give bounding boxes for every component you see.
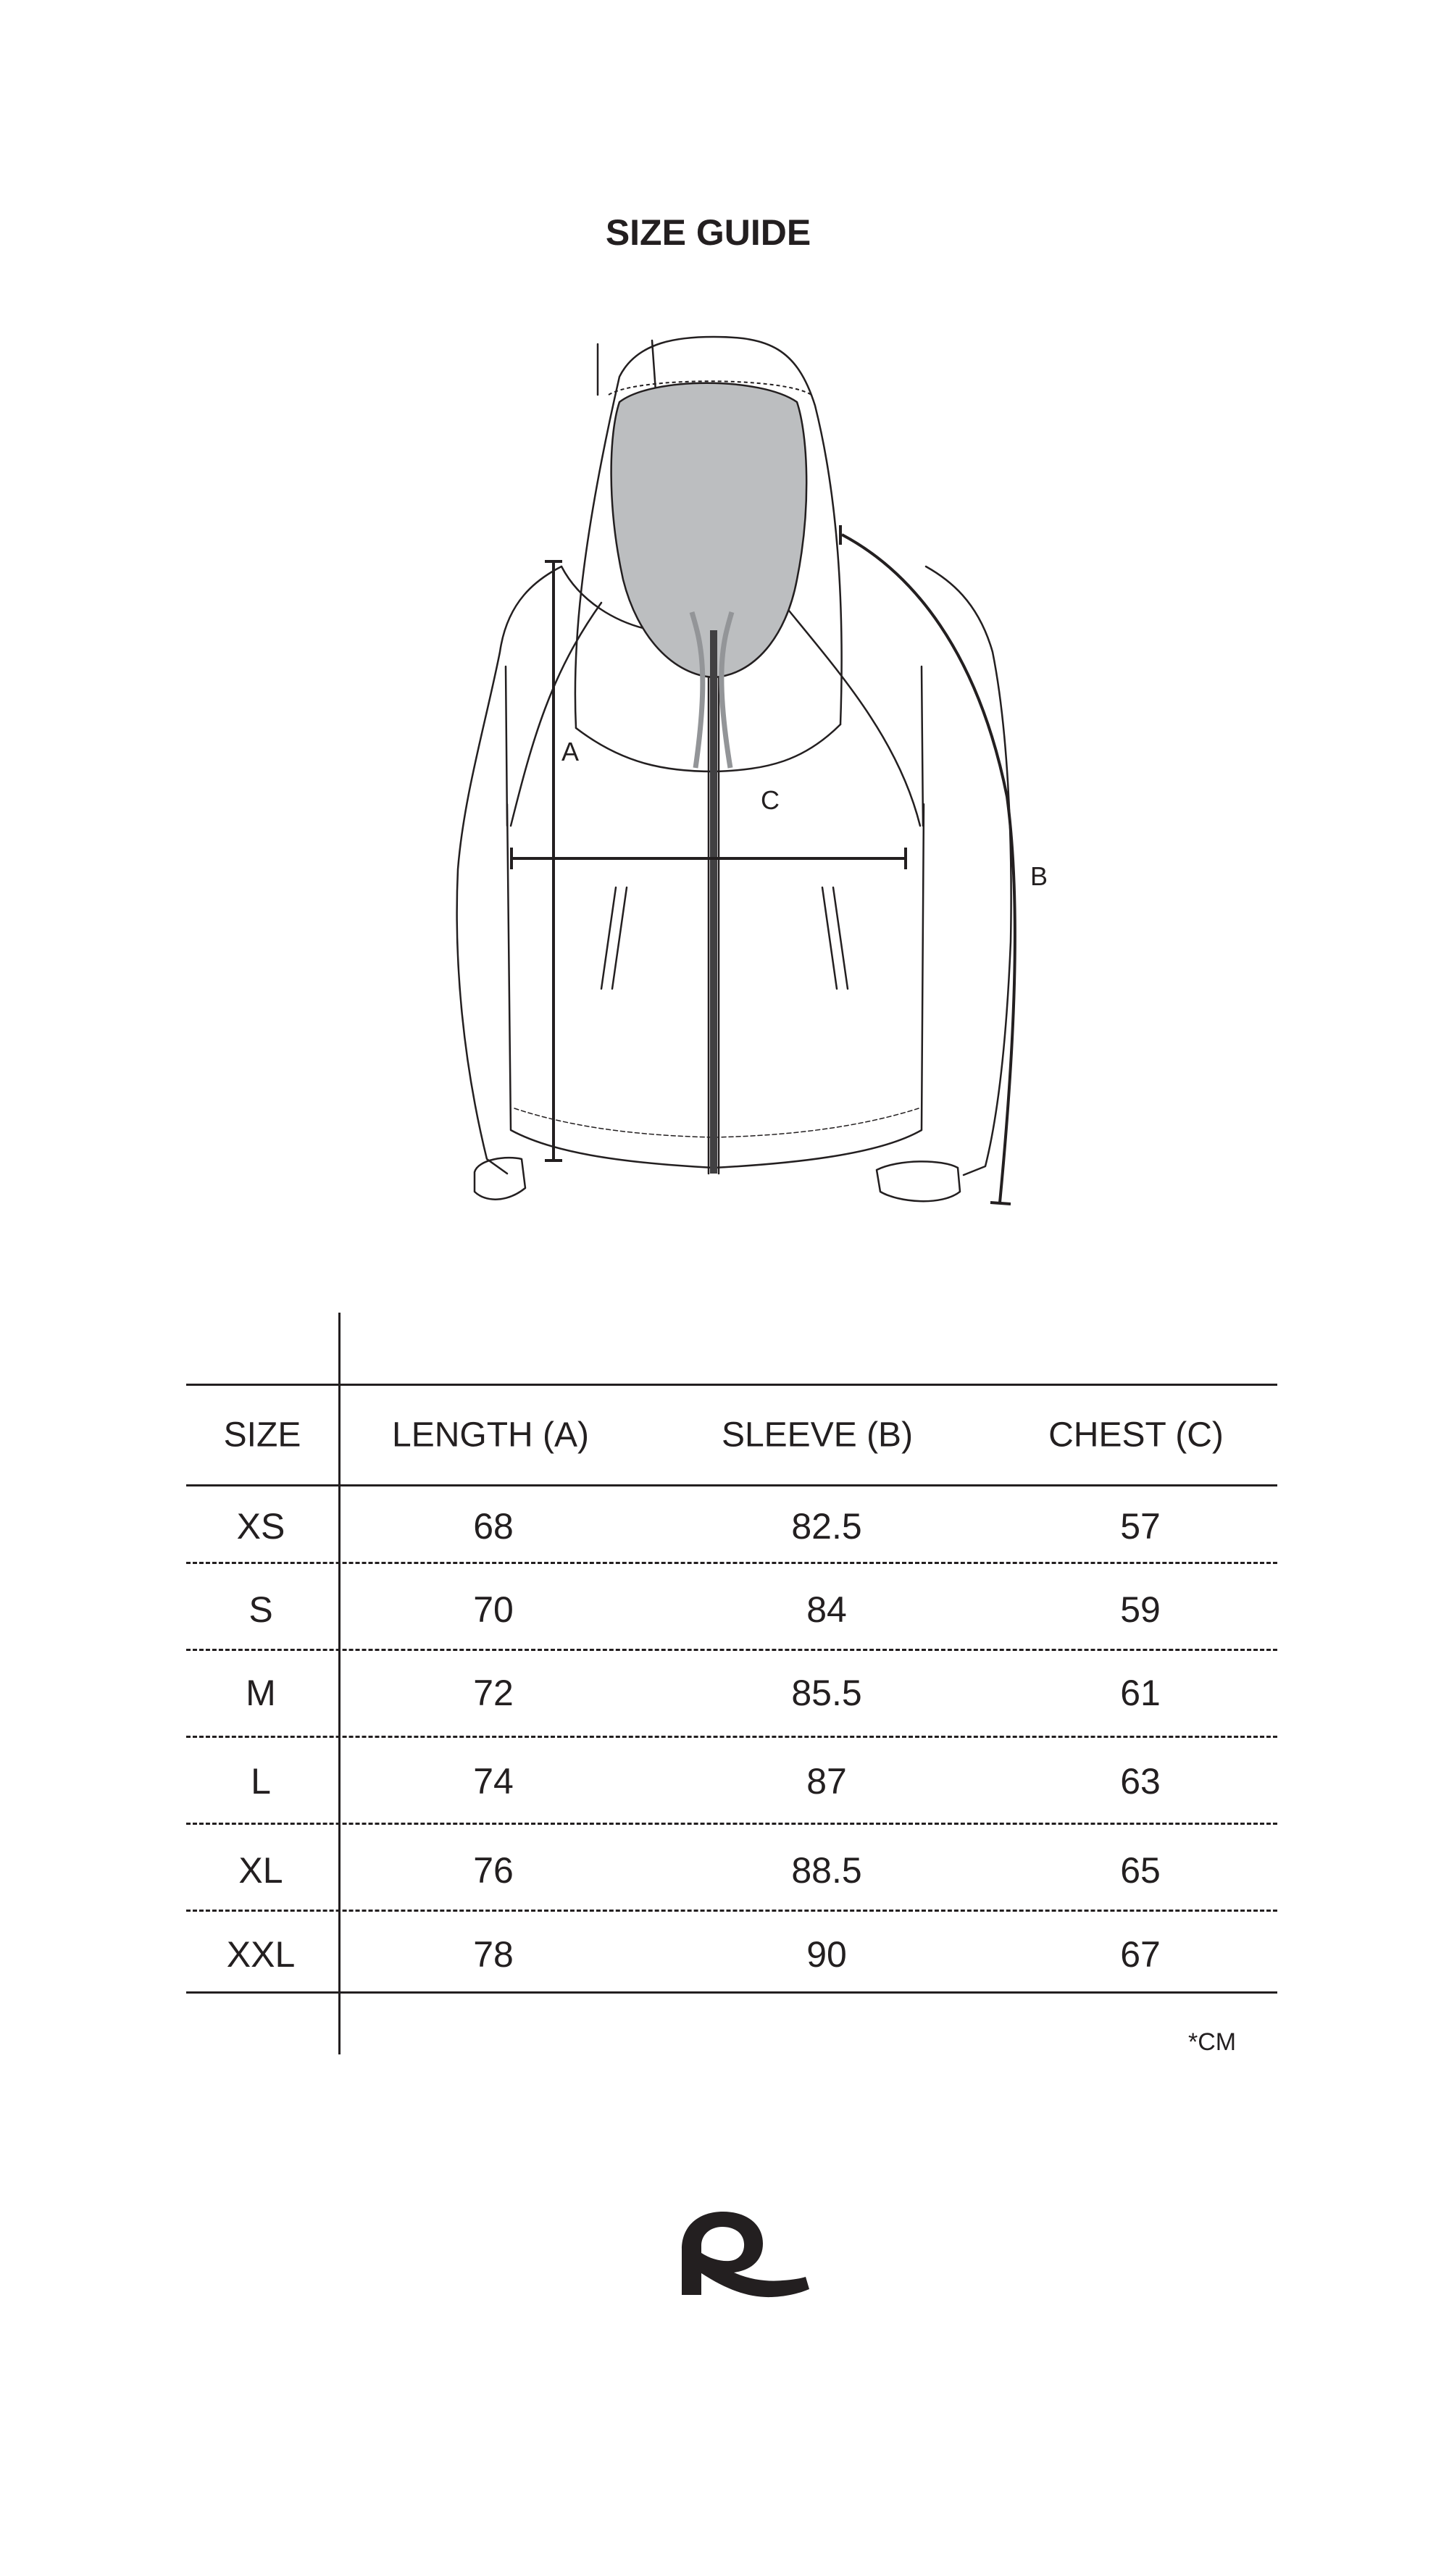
cell-sleeve: 85.5: [791, 1673, 862, 1713]
row-divider: [186, 1649, 1277, 1651]
cell-chest: 63: [1120, 1761, 1161, 1802]
cell-size: XL: [238, 1850, 283, 1891]
cell-sleeve: 84: [806, 1589, 847, 1630]
cell-chest: 59: [1120, 1589, 1161, 1630]
page-title: SIZE GUIDE: [605, 212, 811, 253]
row-divider: [186, 1562, 1277, 1564]
cell-size: XS: [236, 1506, 285, 1547]
cell-length: 76: [473, 1850, 514, 1891]
cell-size: L: [251, 1761, 271, 1802]
header-chest: CHEST (C): [1048, 1415, 1224, 1455]
cell-sleeve: 88.5: [791, 1850, 862, 1891]
unit-note: *CM: [1188, 2028, 1237, 2056]
cell-size: S: [249, 1589, 273, 1630]
label-b: B: [1030, 861, 1048, 891]
table-bottom-rule: [186, 1991, 1277, 1994]
cell-chest: 65: [1120, 1850, 1161, 1891]
row-divider: [186, 1823, 1277, 1825]
cell-length: 70: [473, 1589, 514, 1630]
header-size: SIZE: [223, 1415, 301, 1455]
row-divider: [186, 1910, 1277, 1912]
label-c: C: [761, 785, 780, 815]
cell-sleeve: 90: [806, 1934, 847, 1975]
cell-size: M: [246, 1673, 276, 1713]
cell-length: 78: [473, 1934, 514, 1975]
cell-chest: 61: [1120, 1673, 1161, 1713]
brand-r-logo-icon: [681, 2212, 811, 2300]
row-divider: [186, 1736, 1277, 1738]
cell-sleeve: 87: [806, 1761, 847, 1802]
cell-chest: 57: [1120, 1506, 1161, 1547]
cell-size: XXL: [226, 1934, 296, 1975]
cell-sleeve: 82.5: [791, 1506, 862, 1547]
jacket-diagram: [435, 319, 1087, 1231]
table-column-divider: [338, 1313, 341, 2054]
cell-length: 72: [473, 1673, 514, 1713]
table-top-rule: [186, 1384, 1277, 1386]
cell-length: 74: [473, 1761, 514, 1802]
header-length: LENGTH (A): [391, 1415, 590, 1455]
table-header-rule: [186, 1484, 1277, 1486]
cell-chest: 67: [1120, 1934, 1161, 1975]
header-sleeve: SLEEVE (B): [721, 1415, 914, 1455]
cell-length: 68: [473, 1506, 514, 1547]
label-a: A: [561, 737, 580, 766]
